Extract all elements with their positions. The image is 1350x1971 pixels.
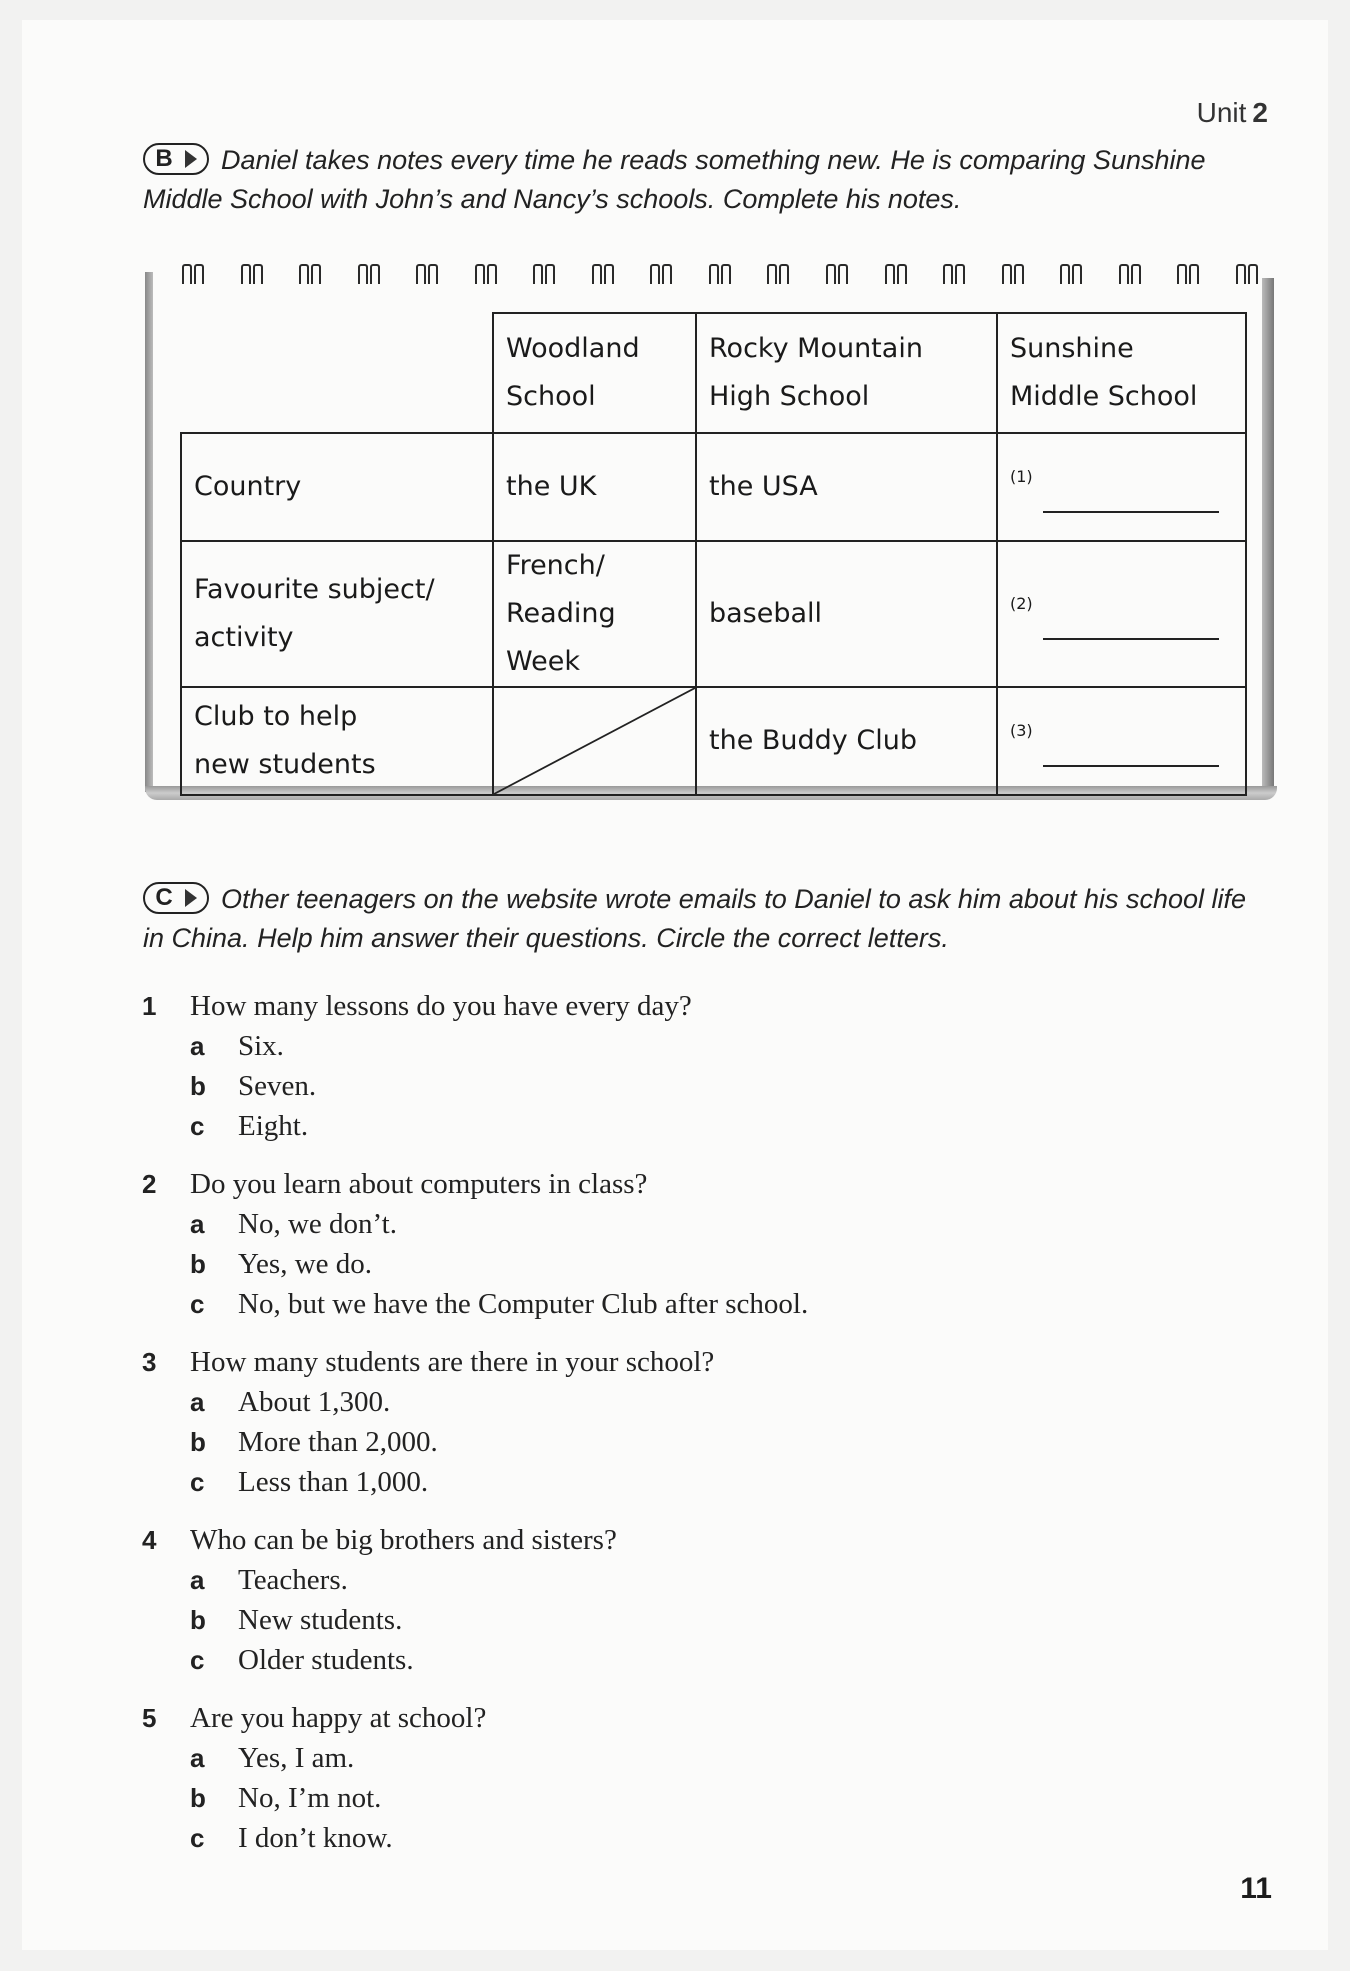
spiral-ring [473,262,499,284]
question-text: Do you learn about computers in class? [190,1168,648,1200]
col-header-sunshine: Sunshine Middle School [997,313,1246,433]
play-arrow-icon [185,889,197,907]
option-text: No, we don’t. [238,1208,397,1240]
option-letter[interactable]: b [190,1427,206,1457]
question-1 [142,986,1292,1146]
comparison-notes-table [180,312,1247,796]
answer-option-b[interactable] [142,1778,1292,1818]
answer-option-a[interactable] [142,1204,1292,1244]
section-c-badge: C [143,882,209,914]
table-row-favourite-subject [181,541,1246,687]
option-text: Older students. [238,1644,414,1676]
answer-option-a[interactable] [142,1560,1292,1600]
spiral-ring [1175,262,1201,284]
option-text: Eight. [238,1110,309,1142]
question-number: 4 [142,1525,157,1555]
option-text: Less than 1,000. [238,1466,429,1498]
question-number: 5 [142,1703,157,1733]
option-letter[interactable]: c [190,1289,205,1319]
option-letter[interactable]: a [190,1387,205,1417]
cell-rocky: the Buddy Club [696,687,997,795]
answer-option-b[interactable] [142,1244,1292,1284]
answer-option-c[interactable] [142,1462,1292,1502]
notebook-spiral-binding [180,258,1260,288]
answer-blank-2[interactable]: (2) [997,541,1246,687]
spiral-ring [824,262,850,284]
spiral-ring [1058,262,1084,284]
option-letter[interactable]: c [190,1467,205,1497]
answer-option-a[interactable] [142,1382,1292,1422]
spiral-ring [180,262,206,284]
spiral-ring [883,262,909,284]
question-text: How many lessons do you have every day? [190,990,692,1022]
spiral-ring [1234,262,1260,284]
table-row-club [181,687,1246,795]
table-row-country [181,433,1246,541]
notebook-right-edge [1262,278,1274,786]
answer-option-c[interactable] [142,1818,1292,1858]
question-number: 2 [142,1169,157,1199]
answer-option-c[interactable] [142,1284,1292,1324]
row-label: Country [181,433,493,541]
option-letter[interactable]: b [190,1783,206,1813]
spiral-ring [707,262,733,284]
option-letter[interactable]: c [190,1645,205,1675]
option-text: Yes, we do. [238,1248,373,1280]
spiral-ring [531,262,557,284]
spiral-ring [297,262,323,284]
question-text-line [142,1342,1292,1382]
answer-option-a[interactable] [142,1738,1292,1778]
option-text: I don’t know. [238,1822,393,1854]
option-text: Six. [238,1030,284,1062]
spiral-ring [1117,262,1143,284]
table-header-row [181,313,1246,433]
play-arrow-icon [185,150,197,168]
answer-option-b[interactable] [142,1066,1292,1106]
cell-rocky: the USA [696,433,997,541]
option-text: No, I’m not. [238,1782,382,1814]
answer-option-a[interactable] [142,1026,1292,1066]
option-text: About 1,300. [238,1386,391,1418]
spiral-ring [1000,262,1026,284]
row-label: Club to help new students [181,687,493,795]
section-c-instruction: C Other teenagers on the website wrote emails to Daniel to ask him about his school life in China. Help him answer their questions. Circle the correct letters. [143,880,1273,958]
section-b-badge: B [143,143,209,175]
spiral-ring [765,262,791,284]
spiral-ring [941,262,967,284]
row-label: Favourite subject/ activity [181,541,493,687]
option-letter[interactable]: a [190,1209,205,1239]
section-b-instruction: B Daniel takes notes every time he reads something new. He is comparing Sunshine Middle School with John’s and Nancy’s schools. Complete his notes. [143,141,1273,219]
question-number: 3 [142,1347,157,1377]
question-list [142,986,1292,1876]
question-2 [142,1164,1292,1324]
question-3 [142,1342,1292,1502]
question-text-line [142,1164,1292,1204]
answer-blank-3[interactable]: (3) [997,687,1246,795]
cell-woodland-not-applicable [493,687,696,795]
cell-woodland: French/ Reading Week [493,541,696,687]
notebook-left-edge [145,272,153,792]
question-text: Who can be big brothers and sisters? [190,1524,617,1556]
unit-label: Unit 2 [1196,97,1268,128]
option-letter[interactable]: b [190,1605,206,1635]
option-letter[interactable]: a [190,1743,205,1773]
question-4 [142,1520,1292,1680]
question-text: Are you happy at school? [190,1702,487,1734]
answer-option-b[interactable] [142,1422,1292,1462]
answer-option-b[interactable] [142,1600,1292,1640]
col-header-rocky-mountain: Rocky Mountain High School [696,313,997,433]
col-header-woodland: Woodland School [493,313,696,433]
answer-option-c[interactable] [142,1640,1292,1680]
page-number: 11 [1240,1872,1272,1905]
spiral-ring [239,262,265,284]
option-letter[interactable]: b [190,1249,206,1279]
question-text: How many students are there in your school? [190,1346,715,1378]
option-text: Yes, I am. [238,1742,355,1774]
cell-rocky: baseball [696,541,997,687]
spiral-ring [356,262,382,284]
option-text: More than 2,000. [238,1426,438,1458]
answer-blank-1[interactable]: (1) [997,433,1246,541]
question-text-line [142,1698,1292,1738]
spiral-ring [414,262,440,284]
question-5 [142,1698,1292,1858]
table-corner-cell [181,313,493,433]
option-text: Seven. [238,1070,317,1102]
question-text-line [142,1520,1292,1560]
option-text: New students. [238,1604,403,1636]
option-text: Teachers. [238,1564,348,1596]
answer-option-c[interactable] [142,1106,1292,1146]
question-text-line [142,986,1292,1026]
question-number: 1 [142,991,157,1021]
spiral-ring [648,262,674,284]
spiral-ring [590,262,616,284]
option-text: No, but we have the Computer Club after school. [238,1288,809,1320]
cell-woodland: the UK [493,433,696,541]
option-letter[interactable]: b [190,1071,206,1101]
option-letter[interactable]: a [190,1031,205,1061]
option-letter[interactable]: c [190,1823,205,1853]
option-letter[interactable]: a [190,1565,205,1595]
option-letter[interactable]: c [190,1111,205,1141]
